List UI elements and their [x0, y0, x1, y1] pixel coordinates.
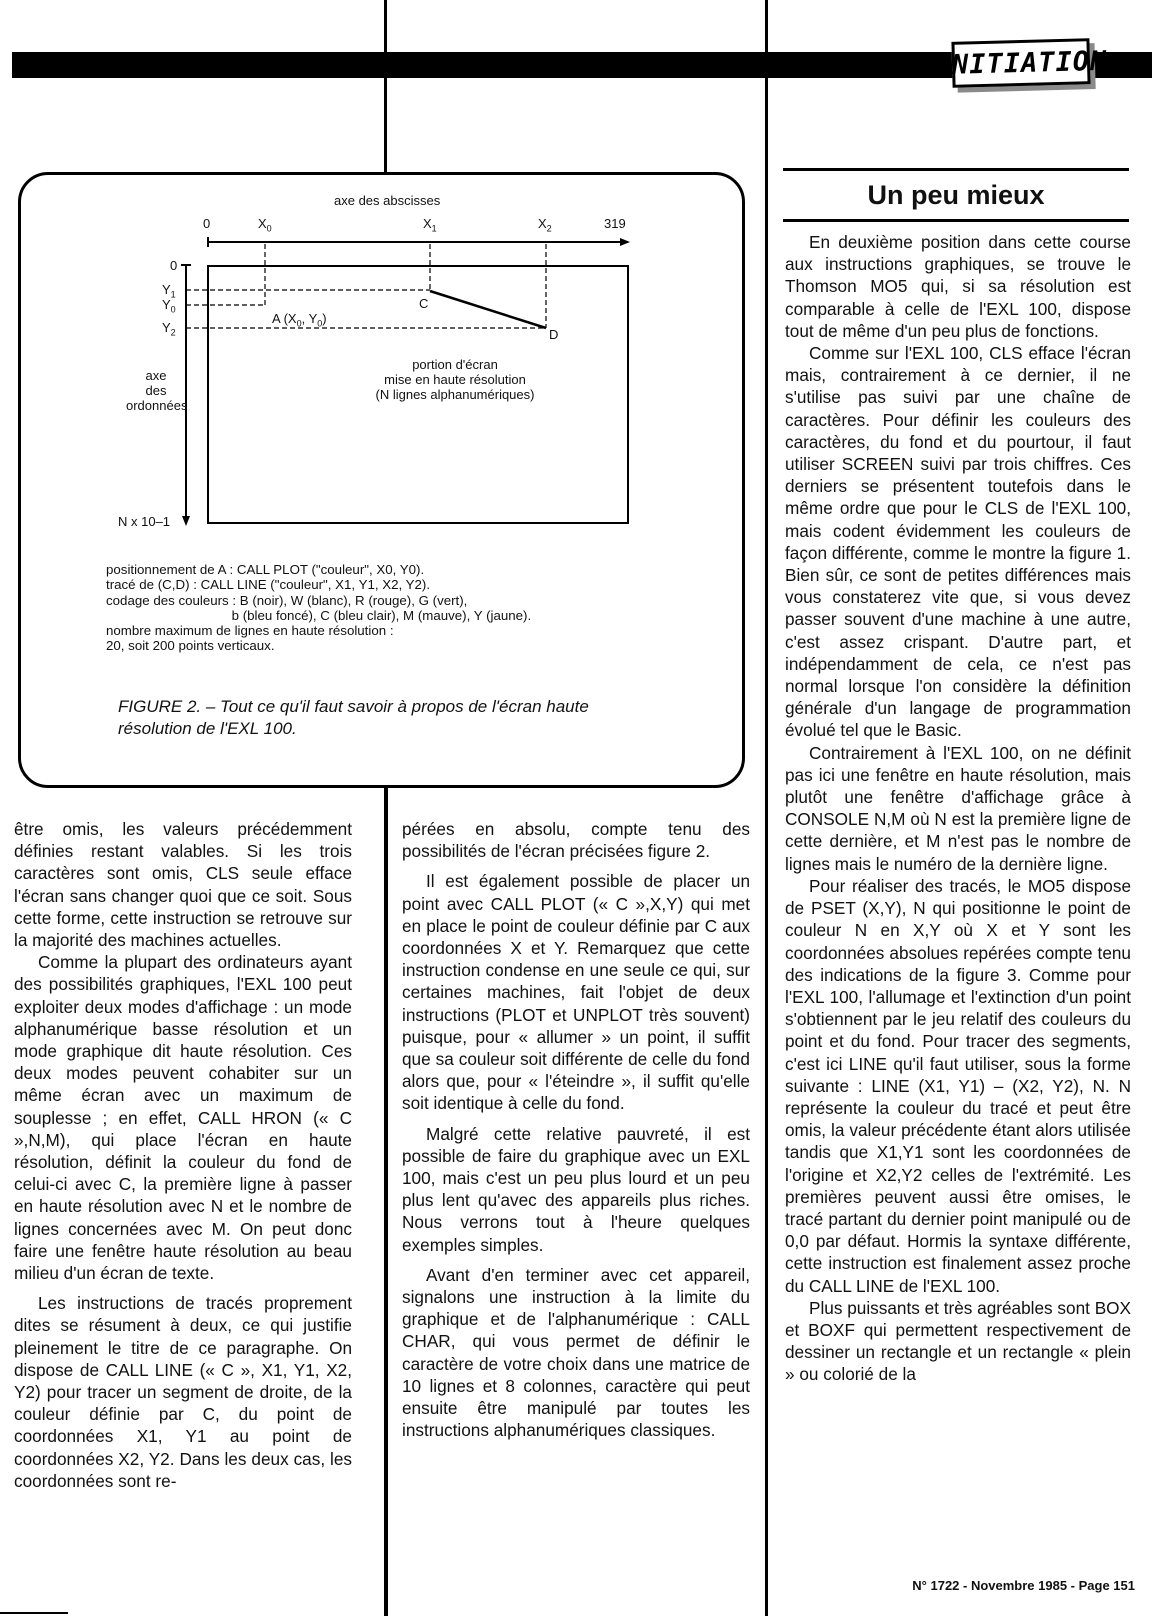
y-tick-y1: $Y_1$ — [162, 282, 176, 300]
legend-line: codage des couleurs : B (noir), W (blanc), R (rouge), G (vert), — [106, 592, 468, 608]
point-c-label: C — [419, 296, 429, 311]
y-tick-0: 0 — [170, 258, 178, 273]
paragraph: Comme la plupart des ordinateurs ayant des possibilités graphiques, l'EXL 100 peut exploiter deux modes d'affichage : un mode alphanumérique basse résolution et un mode graphique dit haute résolution. Ces deux modes peuvent cohabiter sur un même écran avec un maximum de souplesse ; en effet, CALL HRON (« C »,N,M), qui place l'écran en haute résolution, définit la couleur du fond de celui-ci avec C, la première ligne à passer en haute résolution avec N et le nombre de lignes concernées avec M. On peut donc faire une fenêtre haute résolution au beau milieu d'un écran de texte. — [14, 952, 352, 1284]
legend-line: tracé de (C,D) : CALL LINE ("couleur", X1, Y1, X2, Y2). — [106, 577, 431, 593]
x-tick-x0: $X_0$ — [258, 216, 272, 234]
paragraph: Comme sur l'EXL 100, CLS efface l'écran mais, contrairement à ce dernier, il ne s'utilise pas suivi par une chaîne de caractères. Pour définir les couleurs des caractères, du fond et du pourtour, il faut utiliser SCREEN suivi par trois chiffres. Ces derniers se présentent toutefois dans le même ordre que pour le CLS de l'EXL 100, mais codent évidemment les couleurs de façon différente, comme le montre la figure 1. Bien sûr, ce sont de petites différences mais vous constaterez vite que, si vous devez passer souvent d'une machine à une autre, c'est assez crispant. D'autre part, et indépendamment de cela, ce n'est pas normal lorsque l'on considère la définition générale d'un langage de programmation évolué tel que le Basic. — [785, 343, 1131, 741]
point-d-label: D — [549, 327, 559, 342]
x-tick-x1: $X_1$ — [423, 216, 437, 234]
paragraph: En deuxième position dans cette course aux instructions graphiques, se trouve le Thomson MO5 qui, si sa résolution est comparable à celle de l'EXL 100, dispose tout de même d'un peu plus de fonctions. — [785, 232, 1131, 341]
y-tick-y2: $Y_2$ — [162, 320, 176, 338]
figure-caption: FIGURE 2. – Tout ce qu'il faut savoir à propos de l'écran haute résolution de l'EXL 100. — [118, 697, 589, 738]
point-a-label: A ($X_0$, $Y_0$) — [272, 311, 327, 329]
y-axis-label: axe des ordonnées — [126, 368, 188, 413]
paragraph: Avant d'en terminer avec cet appareil, signalons une instruction à la limite du graphique et de l'alphanumérique : CALL CHAR, qui vous permet de définir le caractère de votre choix dans une matrice de 10 lignes et 8 colonnes, caractère qui peut ensuite être manipulé par toutes les instructions alphanumériques classiques. — [402, 1264, 750, 1441]
column-left — [14, 818, 352, 1492]
paragraph: Pour réaliser des tracés, le MO5 dispose de PSET (X,Y), N qui positionne le point de couleur N en X,Y où X et Y sont les coordonnées absolues repérées compte tenu des indications de la figure 3. Comme pour l'EXL 100, l'allumage et l'extinction d'un point s'obtiennent par le jeu relatif des couleurs du point et du fond. Pour tracer des segments, c'est ici LINE qu'il faut utiliser, sous la forme suivante : LINE (X1, Y1) – (X2, Y2), N. N représente la couleur du tracé et peut être omis, la valeur précédente étant alors utilisée tandis que X1,Y1 sont les coordonnées de l'origine et X2,Y2 celles de l'extrémité. Les premières peuvent aussi être omises, le tracé partant du dernier point manipulé ou de 0,0 par défaut. Hormis la syntaxe différente, cette instruction est finalement assez proche du CALL LINE de l'EXL 100. — [785, 875, 1131, 1296]
x-tick-x2: $X_2$ — [538, 216, 552, 234]
figure-legend — [106, 562, 531, 654]
legend-line: b (bleu foncé), C (bleu clair), M (mauve), Y (jaune). — [106, 607, 532, 623]
y-tick-max: N x 10–1 — [118, 514, 171, 529]
paragraph: pérées en absolu, compte tenu des possibilités de l'écran précisées figure 2. — [402, 819, 750, 862]
paragraph: Il est également possible de placer un point avec CALL PLOT (« C »,X,Y) qui met en place le point de couleur définie par C aux coordonnées X et Y. Remarquez que cette instruction condense en une seule ce qui, sur certaines machines, fait l'objet de deux instructions (PLOT et UNPLOT très souvent) puisque, pour « allumer » un point, il suffit que sa couleur soit différente de celle du fond alors que, pour « l'éteindre », il suffit qu'elle soit identique à celle du fond. — [402, 871, 750, 1114]
region-label: portion d'écran mise en haute résolution (N lignes alphanumériques) — [375, 357, 535, 402]
bottom-left-rule — [0, 1612, 68, 1614]
section-title: Un peu mieux — [783, 168, 1129, 222]
column-rule-middle-bottom — [384, 788, 388, 1616]
section-logo — [934, 38, 1108, 88]
paragraph: Les instructions de tracés proprement dites se résument à deux, ce qui justifie pleinement le titre de ce paragraphe. On dispose de CALL LINE (« C », X1, Y1, X2, Y2) pour tracer un segment de droite, de la couleur définie par C, du point de coordonnées X1, Y1 au point de coordonnées X2, Y2. Dans les deux cas, les coordonnées sont re- — [14, 1293, 352, 1491]
legend-line: 20, soit 200 points verticaux. — [106, 638, 275, 654]
paragraph: être omis, les valeurs précédemment définies restant valables. Si les trois caractères sont omis, CLS seule efface l'écran sans changer quoi que ce soit. Sous cette forme, cette instruction se retrouve sur la majorité des machines actuelles. — [14, 819, 352, 951]
x-tick-319: 319 — [604, 216, 626, 231]
figure-diagram — [0, 0, 770, 560]
page-footer: N° 1722 - Novembre 1985 - Page 151 — [912, 1578, 1135, 1593]
paragraph: Plus puissants et très agréables sont BOX et BOXF qui permettent respectivement de dessiner un rectangle et un rectangle « plein » ou colorié de la — [785, 1297, 1131, 1385]
paragraph: Malgré cette relative pauvreté, il est possible de faire du graphique avec un EXL 100, mais c'est un peu plus lourd et un peu plus lent qu'avec des appareils plus riches. Nous verrons tout à l'heure quelques exemples simples. — [402, 1123, 750, 1255]
x-tick-0: 0 — [203, 216, 211, 231]
column-middle — [402, 818, 750, 1441]
legend-line: nombre maximum de lignes en haute résolution : — [106, 623, 394, 639]
y-tick-y0: $Y_0$ — [162, 297, 176, 315]
paragraph: Contrairement à l'EXL 100, on ne définit pas ici une fenêtre en haute résolution, mais plutôt une fenêtre d'affichage grâce à CONSOLE N,M où N est la première ligne de cette dernière, et M n'est pas le nombre de lignes mais le numéro de la dernière ligne. — [785, 742, 1131, 874]
x-axis-label: axe des abscisses — [334, 193, 441, 208]
section-label: INITIATION — [934, 45, 1108, 81]
column-right — [785, 231, 1131, 1386]
legend-line: positionnement de A : CALL PLOT ("couleur", X0, Y0). — [106, 562, 425, 577]
